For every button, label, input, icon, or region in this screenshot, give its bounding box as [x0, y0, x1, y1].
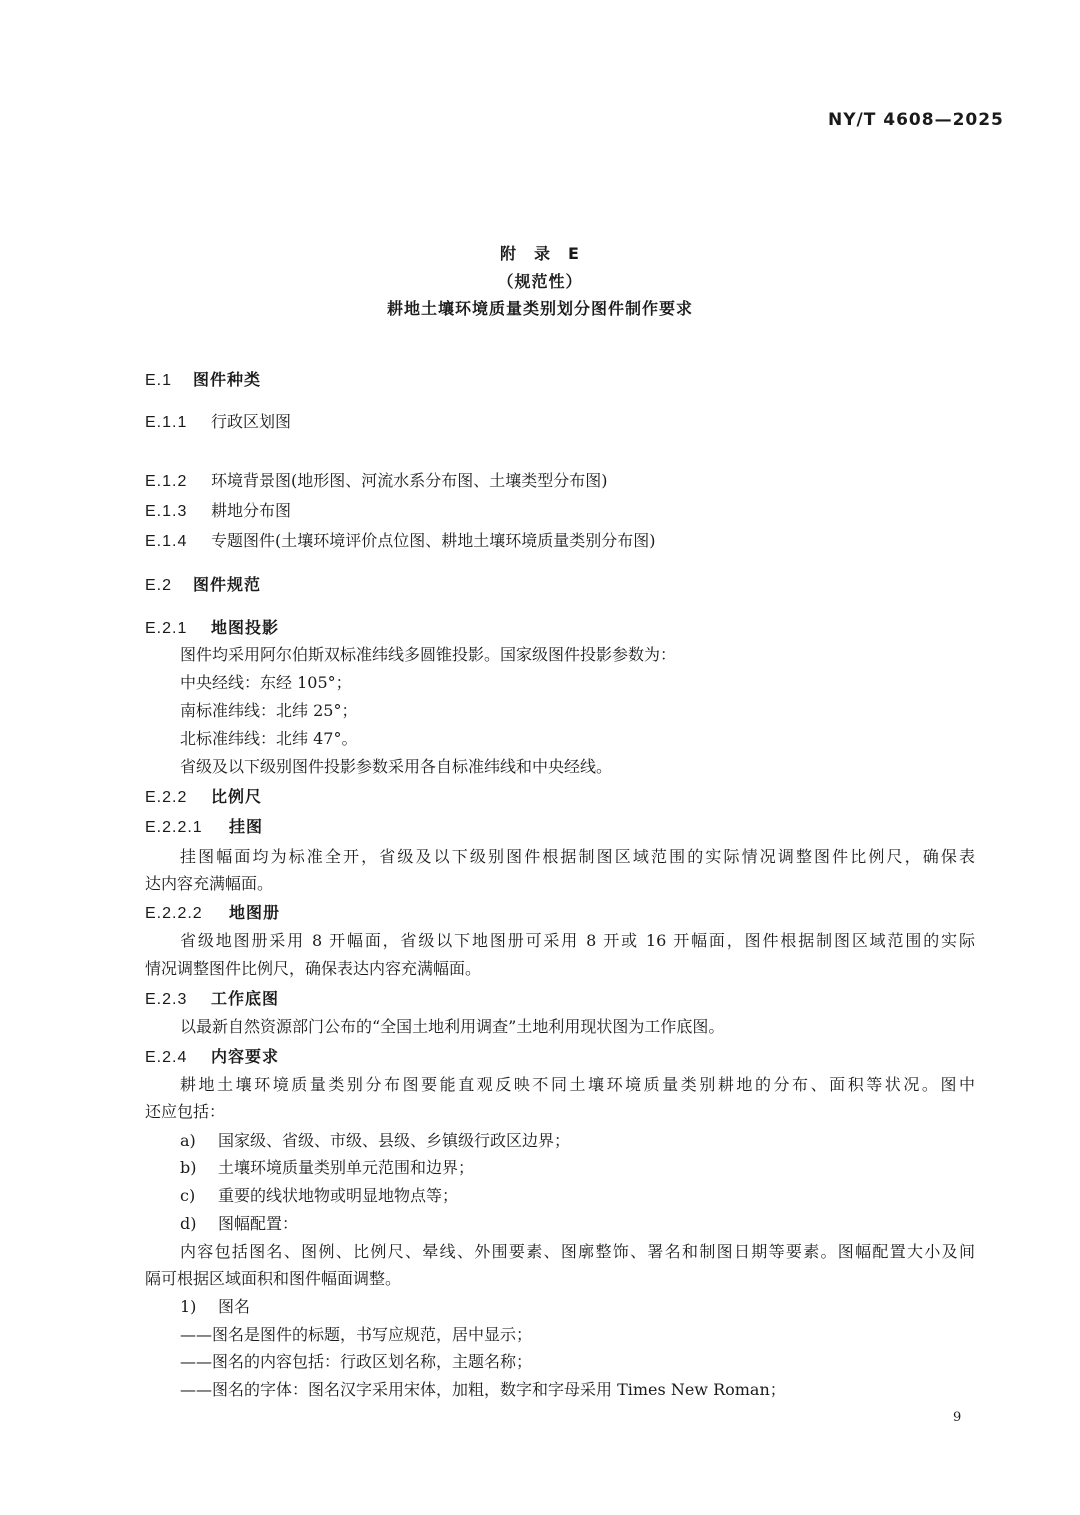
page-number: 9	[953, 1410, 962, 1425]
paragraph-line: 省级及以下级别图件投影参数采用各自标准纬线和中央经线。	[180, 757, 613, 776]
paragraph-line: 情况调整图件比例尺，确保表达内容充满幅面。	[145, 959, 482, 978]
list-label: a)	[180, 1131, 196, 1150]
section-number: E.1.4	[145, 533, 188, 550]
section-title: 专题图件(土壤环境评价点位图、耕地土壤环境质量类别分布图)	[211, 531, 656, 550]
heading-e24	[145, 1047, 279, 1068]
section-number: E.2.2.1	[145, 819, 203, 836]
list-label: d)	[180, 1214, 197, 1233]
paragraph-line: 还应包括：	[145, 1102, 226, 1121]
paragraph-line: 省级地图册采用 8 开幅面，省级以下地图册可采用 8 开或 16 开幅面，图件根据制图区域范围的实际	[180, 931, 975, 950]
heading-e21	[145, 618, 279, 639]
paragraph-line: 隔可根据区域面积和图件幅面调整。	[145, 1269, 402, 1288]
appendix-nature: （规范性）	[497, 272, 583, 291]
section-number: E.1	[145, 372, 173, 389]
section-number: E.2.3	[145, 991, 188, 1008]
appendix-label: 附 录 E	[500, 244, 580, 263]
section-title: 工作底图	[211, 989, 280, 1008]
section-title: 环境背景图(地形图、河流水系分布图、土壤类型分布图)	[211, 471, 608, 490]
section-number: E.1.3	[145, 503, 188, 520]
section-title: 挂图	[229, 817, 264, 836]
heading-e22	[145, 787, 262, 808]
paragraph-line: 达内容充满幅面。	[145, 874, 274, 893]
heading-e221	[145, 817, 263, 838]
paragraph-line: 中央经线：东经 105°；	[180, 673, 352, 692]
section-title: 地图册	[229, 903, 281, 922]
paragraph-line: 南标准纬线：北纬 25°；	[180, 701, 358, 720]
heading-e222	[145, 903, 280, 924]
list-text: 国家级、省级、市级、县级、乡镇级行政区边界；	[218, 1131, 571, 1150]
list-text: 图幅配置：	[218, 1214, 299, 1233]
paragraph-line: 挂图幅面均为标准全开，省级及以下级别图件根据制图区域范围的实际情况调整图件比例尺，确保表	[180, 847, 975, 866]
dash-item: ——图名是图件的标题，书写应规范，居中显示；	[180, 1325, 533, 1344]
paragraph-line: 图件均采用阿尔伯斯双标准纬线多圆锥投影。国家级图件投影参数为：	[180, 645, 677, 664]
section-title: 图件规范	[193, 575, 262, 594]
heading-e2	[145, 575, 261, 596]
list-label: 1)	[180, 1297, 197, 1316]
paragraph-line: 内容包括图名、图例、比例尺、晕线、外围要素、图廓整饰、署名和制图日期等要素。图幅配置大小及间	[180, 1242, 975, 1261]
section-title: 比例尺	[211, 787, 263, 806]
section-title: 内容要求	[211, 1047, 280, 1066]
heading-e14	[145, 531, 656, 552]
section-number: E.2	[145, 577, 173, 594]
list-text: 土壤环境质量类别单元范围和边界；	[218, 1158, 475, 1177]
section-number: E.2.2.2	[145, 905, 203, 922]
section-number: E.2.4	[145, 1049, 188, 1066]
appendix-title: 耕地土壤环境质量类别划分图件制作要求	[386, 299, 693, 318]
list-text: 重要的线状地物或明显地物点等；	[218, 1186, 459, 1205]
dash-item: ——图名的内容包括：行政区划名称，主题名称；	[180, 1352, 533, 1371]
document-code: NY/T 4608—2025	[828, 110, 1004, 130]
heading-e12	[145, 471, 608, 492]
section-number: E.2.1	[145, 620, 188, 637]
paragraph-line: 耕地土壤环境质量类别分布图要能直观反映不同土壤环境质量类别耕地的分布、面积等状况。图中	[180, 1075, 975, 1094]
section-title: 图件种类	[193, 370, 262, 389]
section-title: 耕地分布图	[211, 501, 292, 520]
heading-e23	[145, 989, 279, 1010]
paragraph-line: 北标准纬线：北纬 47°。	[180, 729, 358, 748]
dash-item: ——图名的字体：图名汉字采用宋体，加粗，数字和字母采用 Times New Roman；	[180, 1380, 786, 1399]
section-number: E.1.1	[145, 414, 188, 431]
paragraph-line: 以最新自然资源部门公布的“全国土地利用调查”土地利用现状图为工作底图。	[180, 1017, 725, 1036]
section-title: 行政区划图	[211, 412, 292, 431]
heading-e1	[145, 370, 261, 391]
list-label: c)	[180, 1186, 196, 1205]
heading-e11	[145, 412, 291, 433]
heading-e13	[145, 501, 291, 522]
section-number: E.2.2	[145, 789, 188, 806]
section-number: E.1.2	[145, 473, 188, 490]
list-label: b)	[180, 1158, 197, 1177]
section-title: 地图投影	[211, 618, 280, 637]
list-text: 图名	[218, 1297, 251, 1316]
